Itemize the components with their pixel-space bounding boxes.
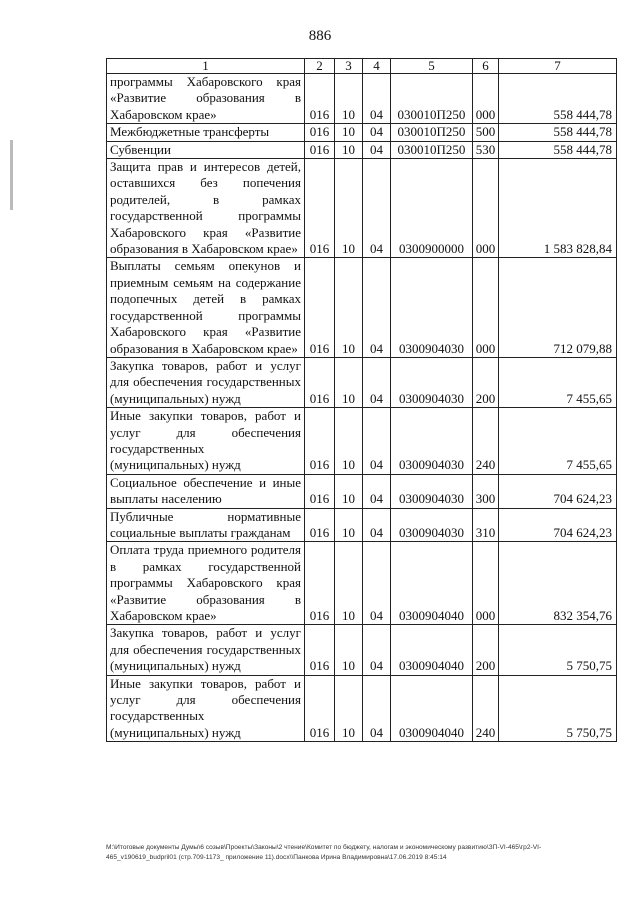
cell-amount: 704 624,23: [499, 508, 617, 542]
table-row: [107, 74, 617, 124]
cell-section: 10: [335, 408, 363, 475]
cell-section: 10: [335, 159, 363, 258]
page-number: 886: [308, 28, 332, 44]
row-name: Закупка товаров, работ и услуг для обеспечения государственных (муниципальных) нужд: [107, 625, 305, 675]
header-cell: 4: [363, 59, 391, 74]
cell-section: 10: [335, 74, 363, 124]
header-cell: 7: [499, 59, 617, 74]
cell-amount: 7 455,65: [499, 357, 617, 407]
cell-target-code: 030010П250: [391, 124, 473, 141]
cell-amount: 5 750,75: [499, 675, 617, 742]
cell-expense-type: 000: [473, 542, 499, 625]
cell-subsection: 04: [363, 141, 391, 158]
cell-subsection: 04: [363, 357, 391, 407]
cell-ministry: 016: [305, 357, 335, 407]
cell-section: 10: [335, 625, 363, 675]
cell-ministry: 016: [305, 675, 335, 742]
cell-ministry: 016: [305, 408, 335, 475]
budget-table: [106, 58, 617, 742]
cell-ministry: 016: [305, 625, 335, 675]
cell-section: 10: [335, 357, 363, 407]
cell-section: 10: [335, 258, 363, 357]
cell-target-code: 0300904030: [391, 474, 473, 508]
cell-section: 10: [335, 508, 363, 542]
row-name: Защита прав и интересов детей, оставшихся без попечения родителей, в рамках государственной программы Хабаровского края «Развитие образования в Хабаровском крае»: [107, 159, 305, 258]
cell-expense-type: 200: [473, 625, 499, 675]
cell-target-code: 0300904030: [391, 258, 473, 357]
cell-subsection: 04: [363, 159, 391, 258]
cell-amount: 558 444,78: [499, 74, 617, 124]
table-row: [107, 124, 617, 141]
cell-amount: 558 444,78: [499, 141, 617, 158]
cell-section: 10: [335, 675, 363, 742]
table-row: [107, 542, 617, 625]
table-row: [107, 474, 617, 508]
row-name: программы Хабаровского края «Развитие образования в Хабаровском крае»: [107, 74, 305, 124]
row-name: Субвенции: [107, 141, 305, 158]
cell-ministry: 016: [305, 141, 335, 158]
cell-expense-type: 310: [473, 508, 499, 542]
cell-amount: 712 079,88: [499, 258, 617, 357]
row-name: Иные закупки товаров, работ и услуг для обеспечения государственных (муниципальных) нужд: [107, 675, 305, 742]
cell-target-code: 0300904030: [391, 408, 473, 475]
cell-ministry: 016: [305, 74, 335, 124]
table-row: [107, 141, 617, 158]
table-row: [107, 357, 617, 407]
cell-expense-type: 240: [473, 675, 499, 742]
cell-section: 10: [335, 474, 363, 508]
cell-amount: 832 354,76: [499, 542, 617, 625]
header-cell: 2: [305, 59, 335, 74]
cell-target-code: 0300900000: [391, 159, 473, 258]
cell-amount: 1 583 828,84: [499, 159, 617, 258]
cell-subsection: 04: [363, 124, 391, 141]
cell-expense-type: 240: [473, 408, 499, 475]
cell-amount: 5 750,75: [499, 625, 617, 675]
cell-ministry: 016: [305, 508, 335, 542]
row-name: Оплата труда приемного родителя в рамках государственной программы Хабаровского края «Развитие образования в Хабаровском крае»: [107, 542, 305, 625]
header-cell: 3: [335, 59, 363, 74]
cell-subsection: 04: [363, 258, 391, 357]
row-name: Публичные нормативные социальные выплаты гражданам: [107, 508, 305, 542]
scan-margin-mark: [10, 140, 13, 210]
row-name: Межбюджетные трансферты: [107, 124, 305, 141]
cell-ministry: 016: [305, 124, 335, 141]
row-name: Закупка товаров, работ и услуг для обеспечения государственных (муниципальных) нужд: [107, 357, 305, 407]
header-cell: 6: [473, 59, 499, 74]
row-name: Социальное обеспечение и иные выплаты населению: [107, 474, 305, 508]
row-name: Иные закупки товаров, работ и услуг для обеспечения государственных (муниципальных) нужд: [107, 408, 305, 475]
cell-amount: 7 455,65: [499, 408, 617, 475]
cell-target-code: 030010П250: [391, 74, 473, 124]
cell-ministry: 016: [305, 542, 335, 625]
table-row: [107, 625, 617, 675]
cell-ministry: 016: [305, 159, 335, 258]
footer-meta-line: 465_v190619_budpril01 (стр.709-1173_ приложение 11).docx\\Панкова Ирина Владимировна\17.06.2019 8:45:14: [106, 854, 447, 861]
cell-amount: 704 624,23: [499, 474, 617, 508]
cell-amount: 558 444,78: [499, 124, 617, 141]
cell-target-code: 0300904030: [391, 508, 473, 542]
cell-target-code: 0300904030: [391, 357, 473, 407]
cell-target-code: 030010П250: [391, 141, 473, 158]
cell-expense-type: 000: [473, 74, 499, 124]
table-row: [107, 258, 617, 357]
table-row: [107, 408, 617, 475]
cell-subsection: 04: [363, 74, 391, 124]
cell-target-code: 0300904040: [391, 675, 473, 742]
cell-subsection: 04: [363, 542, 391, 625]
cell-expense-type: 200: [473, 357, 499, 407]
table-row: [107, 675, 617, 742]
header-row: [107, 59, 617, 74]
cell-expense-type: 530: [473, 141, 499, 158]
row-name: Выплаты семьям опекунов и приемным семьям на содержание подопечных детей в рамках государственной программы Хабаровского края «Развитие образования в Хабаровском крае»: [107, 258, 305, 357]
cell-section: 10: [335, 124, 363, 141]
cell-expense-type: 000: [473, 159, 499, 258]
cell-section: 10: [335, 542, 363, 625]
cell-subsection: 04: [363, 474, 391, 508]
cell-ministry: 016: [305, 258, 335, 357]
footer-path-line: M:\Итоговые документы Думы\6 созыв\Проекты\Законы\2 чтение\Комитет по бюджету, налогам и экономическому развитию\ЗП-VI-465\гр2-VI-: [106, 844, 542, 851]
document-footer: [106, 843, 626, 863]
header-cell: 5: [391, 59, 473, 74]
cell-expense-type: 300: [473, 474, 499, 508]
cell-subsection: 04: [363, 675, 391, 742]
table-row: [107, 159, 617, 258]
cell-target-code: 0300904040: [391, 625, 473, 675]
cell-section: 10: [335, 141, 363, 158]
cell-ministry: 016: [305, 474, 335, 508]
cell-subsection: 04: [363, 625, 391, 675]
cell-subsection: 04: [363, 508, 391, 542]
cell-expense-type: 500: [473, 124, 499, 141]
cell-target-code: 0300904040: [391, 542, 473, 625]
cell-expense-type: 000: [473, 258, 499, 357]
cell-subsection: 04: [363, 408, 391, 475]
table-row: [107, 508, 617, 542]
header-cell: 1: [107, 59, 305, 74]
